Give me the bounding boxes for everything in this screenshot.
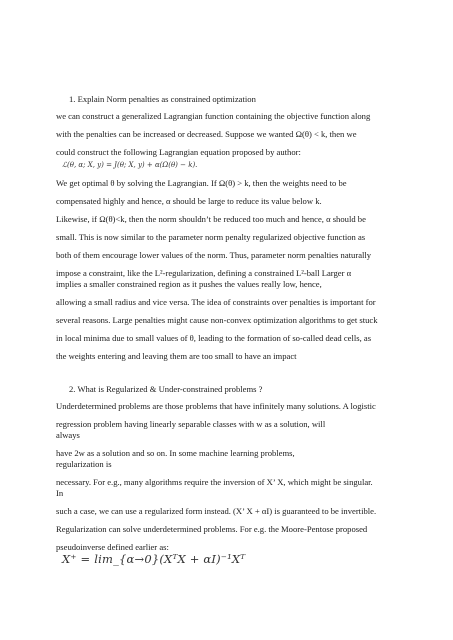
section2-line: have 2w as a solution and so on. In some machine learning problems, (56, 448, 295, 458)
pseudoinverse-equation-text: X⁺ = lim_{α→0}(XᵀX + αI)⁻¹Xᵀ (62, 552, 246, 566)
section1-line: could construct the following Lagrangian equation proposed by author: (56, 147, 301, 157)
lagrangian-equation (62, 161, 197, 169)
section1-line: several reasons. Large penalties might cause non-convex optimization algorithms to get stuck (56, 315, 378, 325)
section1-line: small. This is now similar to the parameter norm penalty regularized objective function as (56, 232, 366, 242)
section1-line: with the penalties can be increased or decreased. Suppose we wanted Ω(θ) < k, then we (56, 129, 357, 139)
lagrangian-equation-text: ℒ(θ, α; X, y) = J(θ; X, y) + α(Ω(θ) − k). (62, 161, 198, 169)
section2-line: Regularization can solve underdetermined problems. For e.g. the Moore-Pentose proposed (56, 524, 368, 534)
section2-heading: 2. What is Regularized & Under-constrained problems ? (69, 384, 263, 394)
section1-line: impose a constraint, like the L²-regularization, defining a constrained L²-ball Larger α (56, 268, 352, 278)
section1-line: in local minima due to small values of θ, leading to the formation of so-called dead cells, as (56, 333, 372, 343)
section1-line: We get optimal θ by solving the Lagrangian. If Ω(θ) > k, then the weights need to be (56, 178, 347, 188)
section2-line: always (56, 430, 80, 440)
section1-line: the weights entering and leaving them are too small to have an impact (56, 351, 297, 361)
section1-line: both of them encourage lower values of the norm. Thus, parameter norm penalties naturally (56, 250, 372, 260)
section1-line: implies a smaller constrained region as it pushes the values really low, hence, (56, 279, 322, 289)
section1-heading: 1. Explain Norm penalties as constrained optimization (69, 94, 256, 104)
section2-line: In (56, 488, 64, 498)
section1-line: compensated highly and hence, α should be large to reduce its value below k. (56, 196, 322, 206)
section2-line: regression problem having linearly separable classes with w as a solution, will (56, 419, 326, 429)
section2-line: pseudoinverse defined earlier as: (56, 542, 169, 552)
section2-line: such a case, we can use a regularized form instead. (X’ X + αI) is guaranteed to be invertible. (56, 506, 377, 516)
section1-line: Likewise, if Ω(θ)<k, then the norm shouldn’t be reduced too much and hence, α should be (56, 214, 366, 224)
section2-line: necessary. For e.g., many algorithms require the inversion of X’ X, which might be singular. (56, 477, 373, 487)
pseudoinverse-equation (62, 552, 245, 566)
section1-line: allowing a small radius and vice versa. The idea of constraints over penalties is important for (56, 297, 376, 307)
section1-line: we can construct a generalized Lagrangian function containing the objective function along (56, 111, 371, 121)
section2-line: regularization is (56, 459, 112, 469)
section2-line: Underdetermined problems are those problems that have infinitely many solutions. A logistic (56, 401, 376, 411)
